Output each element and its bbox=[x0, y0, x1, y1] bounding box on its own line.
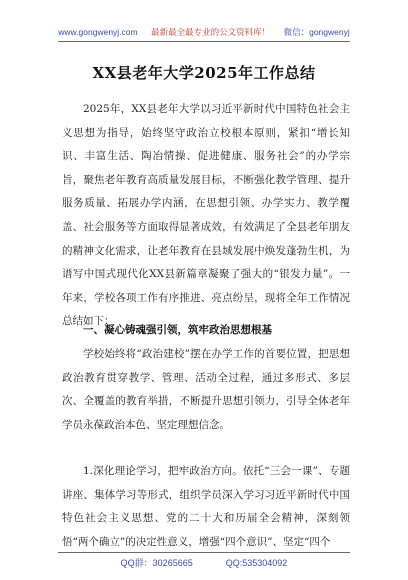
page-header bbox=[58, 26, 350, 40]
section-heading-1: 一、凝心铸魂强引领，筑牢政治思想根基 bbox=[83, 324, 272, 336]
section1-paragraph: 学校始终将“政治建校”摆在办学工作的首要位置，把思想政治教育贯穿教学、管理、活动全过程，通过多形式、多层次、全覆盖的教育举措，不断提升思想引领力，引导全体老年学员永葆政治本色、坚定理想信念。 bbox=[62, 348, 350, 431]
header-site-link[interactable]: www.gongwenyj.com bbox=[58, 27, 138, 37]
header-separator bbox=[142, 27, 147, 37]
intro-paragraph: 2025年，XX县老年大学以习近平新时代中国特色社会主义思想为指导，始终坚守政治立校根本原则，紧扣“增长知识、丰富生活、陶冶情操、促进健康、服务社会”的办学宗旨，聚焦老年教育高质量发展目标，不断强化教学管理、提升服务质量、拓展办学内涵，在思想引领、办学实力、教学覆盖、社会服务等方面取得显著成效，有效满足了全县老年朋友的精神文化需求，让老年教育在县域发展中焕发蓬勃生机，为谱写中国式现代化XX县新篇章凝聚了强大的“银发力量”。一年来，学校各项工作有序推进、亮点纷呈，现将全年工作情况总结如下： bbox=[62, 103, 350, 328]
header-divider bbox=[58, 41, 350, 42]
footer-divider bbox=[58, 552, 350, 553]
header-wechat: 微信：gongwenyj bbox=[283, 27, 350, 37]
header-separator-2 bbox=[274, 27, 279, 37]
page-footer bbox=[58, 556, 350, 569]
footer-qq: QQ:535304092 bbox=[225, 558, 288, 568]
header-slogan: 最新最全最专业的公文资料库！ bbox=[151, 27, 271, 37]
section1-item-1-paragraph: 1.深化理论学习，把牢政治方向。依托“三会一课”、专题讲座、集体学习等形式，组织学员深入学习习近平新时代中国特色社会主义思想、党的二十大和历届全会精神，深刻领悟“两个确立”的决定性意义，增强“四个意识”、坚定“四个 bbox=[62, 465, 350, 548]
footer-qq-group: QQ群：30265665 bbox=[120, 558, 193, 568]
document-title: XX县老年大学2025年工作总结 bbox=[92, 64, 316, 82]
